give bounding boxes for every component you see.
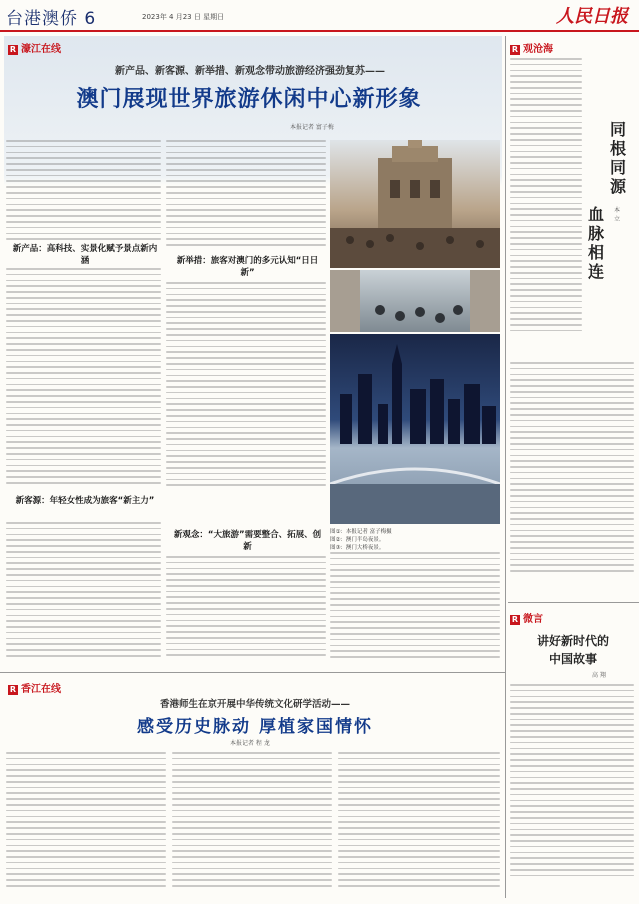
subhead-2: 新客源：年轻女性成为旅客“新主力” [15, 496, 155, 506]
photo-night-skyline [330, 334, 500, 524]
weiyan-headline-line2: 中国故事 [548, 652, 597, 666]
photo-street [330, 270, 500, 332]
main-text-col2a [166, 140, 326, 252]
section-title: 台港澳侨 6 [6, 9, 97, 29]
weiyan-headline-line1: 讲好新时代的 [536, 634, 609, 648]
main-text-col3 [330, 552, 500, 666]
main-text-col2c [166, 556, 326, 666]
subhead-4: 新观念：“大旅游”需要整合、拓展、创新 [173, 530, 322, 552]
main-text-col1b [6, 268, 161, 488]
weiyan-text [510, 684, 634, 898]
weiyan-author: 高 翔 [592, 672, 606, 679]
right-text-bottom [510, 362, 634, 592]
right-story-tag: R 观沧海 [511, 44, 553, 55]
hk-text-col1 [6, 752, 166, 898]
hk-byline: 本报记者 程 龙 [230, 740, 270, 747]
hk-kicker: 香港师生在京开展中华传统文化研学活动—— [159, 699, 350, 710]
right-text-top [510, 58, 582, 358]
street-illustration [330, 270, 500, 332]
caption-3: 图③：澳门大桥夜景。 [330, 545, 385, 551]
photo-ruins [330, 140, 500, 268]
main-text-col2b [166, 282, 326, 497]
subhead-1: 新产品：高科技、实景化赋予景点新内涵 [12, 244, 158, 266]
hk-headline: 感受历史脉动 厚植家国情怀 [137, 717, 373, 737]
right-headline-line2: 血脉相连 [587, 205, 604, 281]
main-text-col1c [6, 522, 161, 666]
photo-captions [330, 527, 435, 551]
ruins-illustration [330, 140, 500, 268]
main-headline: 澳门展现世界旅游休闲中心新形象 [76, 87, 422, 112]
hk-story-tag: R 香江在线 [9, 684, 61, 695]
main-story-tag: R 濠江在线 [9, 44, 61, 55]
newspaper-logo: 人民日报 [556, 6, 628, 27]
skyline-illustration [330, 334, 500, 524]
main-kicker: 新产品、新客源、新举措、新观念带动旅游经济强劲复苏—— [115, 66, 385, 77]
caption-2: 图②：澳门半岛夜景。 [330, 537, 385, 543]
main-byline: 本报记者 富子梅 [290, 124, 334, 131]
caption-1: 图①：本报记者 富子梅摄 [330, 529, 392, 535]
right-author: 本 立 [614, 207, 621, 223]
hk-text-col2 [172, 752, 332, 898]
subhead-3: 新举措：旅客对澳门的多元认知“日日新” [176, 256, 319, 278]
right-divider [508, 602, 639, 603]
hk-text-col3 [338, 752, 500, 898]
column-divider [505, 36, 506, 898]
main-text-col1a [6, 140, 161, 240]
right-headline-line1: 同根同源 [609, 120, 626, 196]
section-divider [0, 672, 505, 673]
issue-date: 2023年 4 月23 日 星期日 [142, 13, 225, 21]
weiyan-tag: R 微言 [511, 614, 543, 625]
